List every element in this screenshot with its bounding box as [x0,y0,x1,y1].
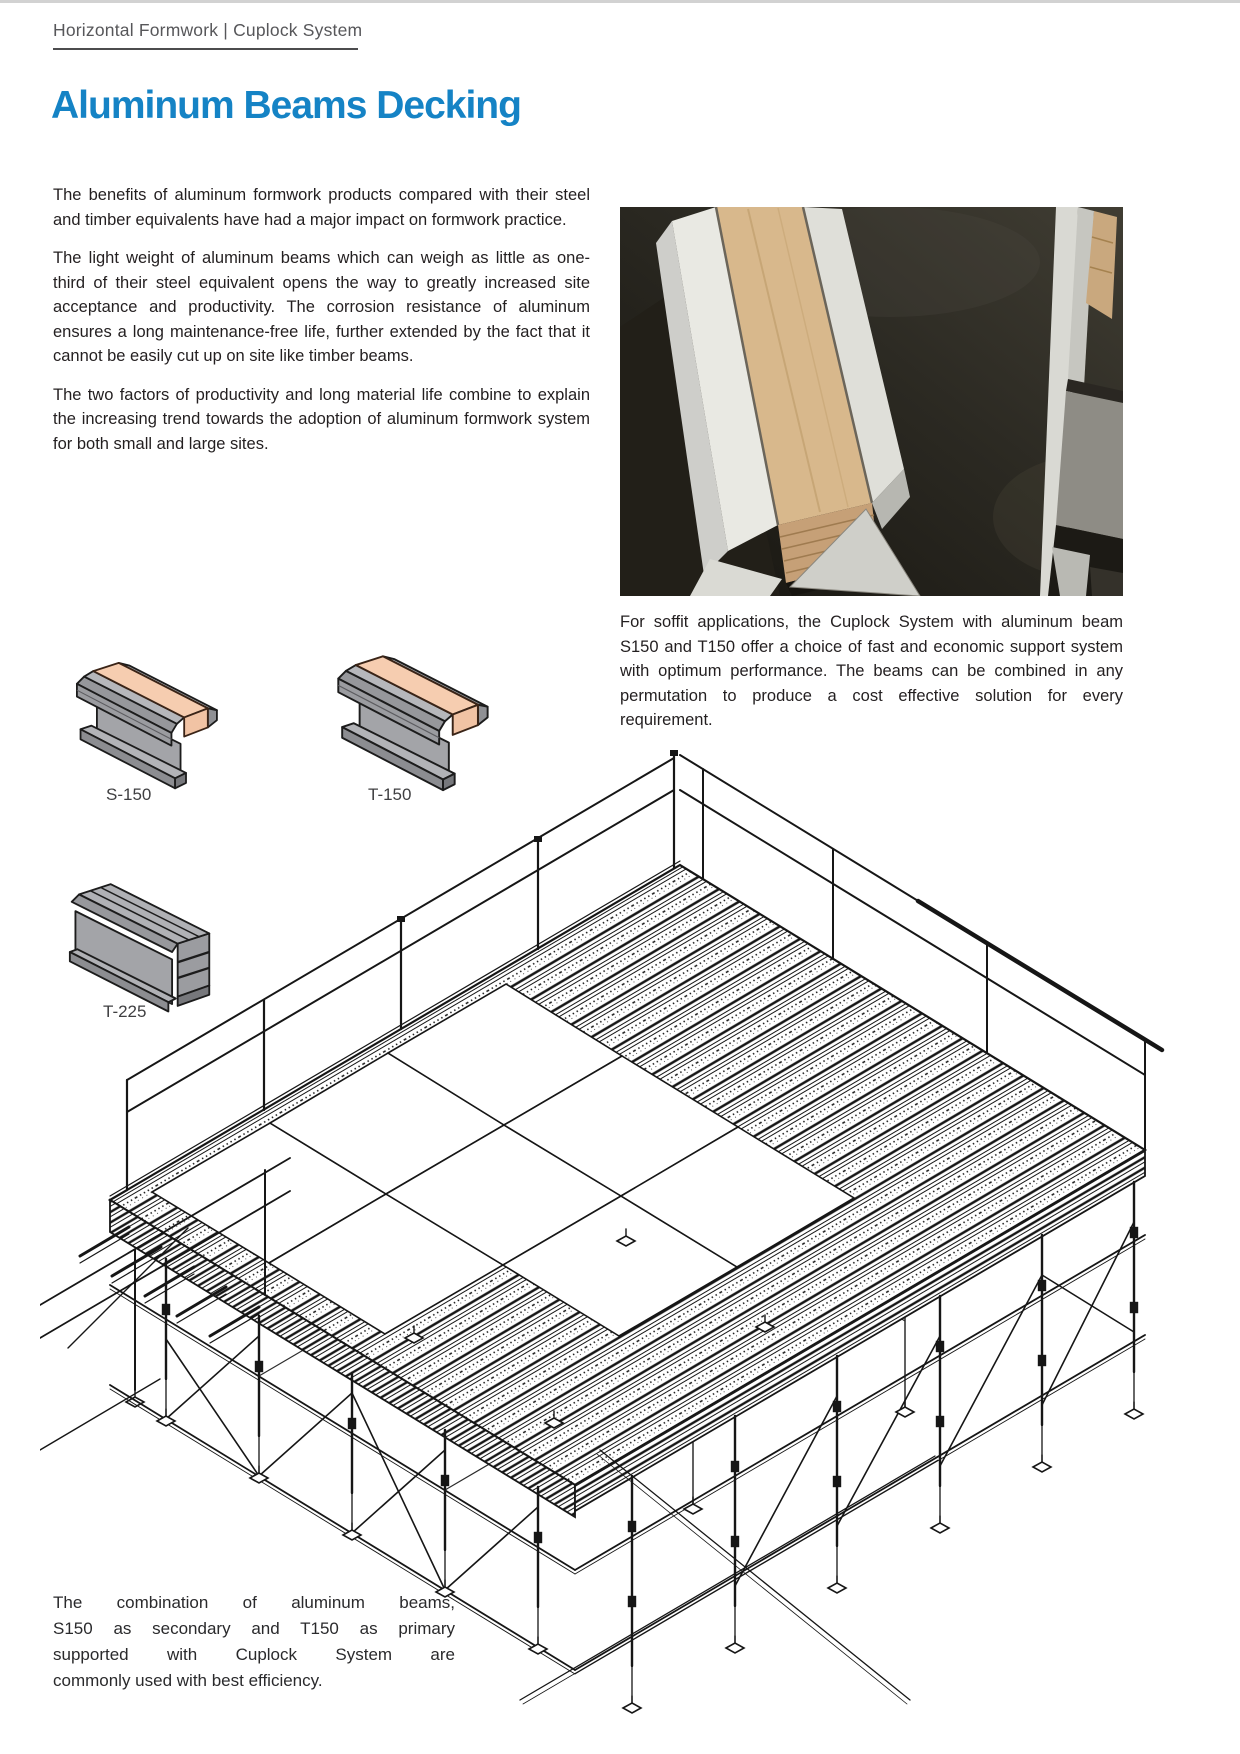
beam-label-t225: T-225 [103,1002,147,1021]
paragraph: The light weight of aluminum beams which can weigh as little as one-third of their steel equivalent opens the way to greatly increased site acceptance and productivity. The corrosion resistance of aluminum ensures a long maintenance-free life, further extended by the fact that it cannot be easily cut up on site like timber beams. [53,249,590,365]
intro-text-column [53,183,590,470]
note-line: supported with Cuplock System are [53,1645,455,1664]
aluminum-beams-photo [620,207,1123,596]
breadcrumb: Horizontal Formwork | Cuplock System [53,20,363,40]
header-rule [53,48,358,50]
beams-photo-illustration [620,207,1123,596]
beam-label-t150: T-150 [368,785,412,804]
beam-label-s150: S-150 [106,785,152,804]
note-line: S150 as secondary and T150 as primary [53,1619,455,1638]
decking-isometric [40,750,1200,1730]
page-title: Aluminum Beams Decking [51,84,521,127]
page-edge-line [0,0,1240,3]
paragraph: The two factors of productivity and long material life combine to explain the increasing trend towards the adoption of aluminum formwork system for both small and large sites. [53,385,590,453]
bottom-note [53,1590,455,1694]
paragraph: The benefits of aluminum formwork products compared with their steel and timber equivalents have had a major impact on formwork practice. [53,186,590,229]
note-line: commonly used with best efficiency. [53,1671,323,1690]
note-line: The combination of aluminum beams, [53,1593,455,1612]
cuplock-decking-drawing [40,750,1200,1730]
photo-caption: For soffit applications, the Cuplock System with aluminum beam S150 and T150 offer a choice of fast and economic support system with optimum performance. The beams can be combined in any permutation to produce a cost effective solution for every requirement. [620,613,1123,729]
